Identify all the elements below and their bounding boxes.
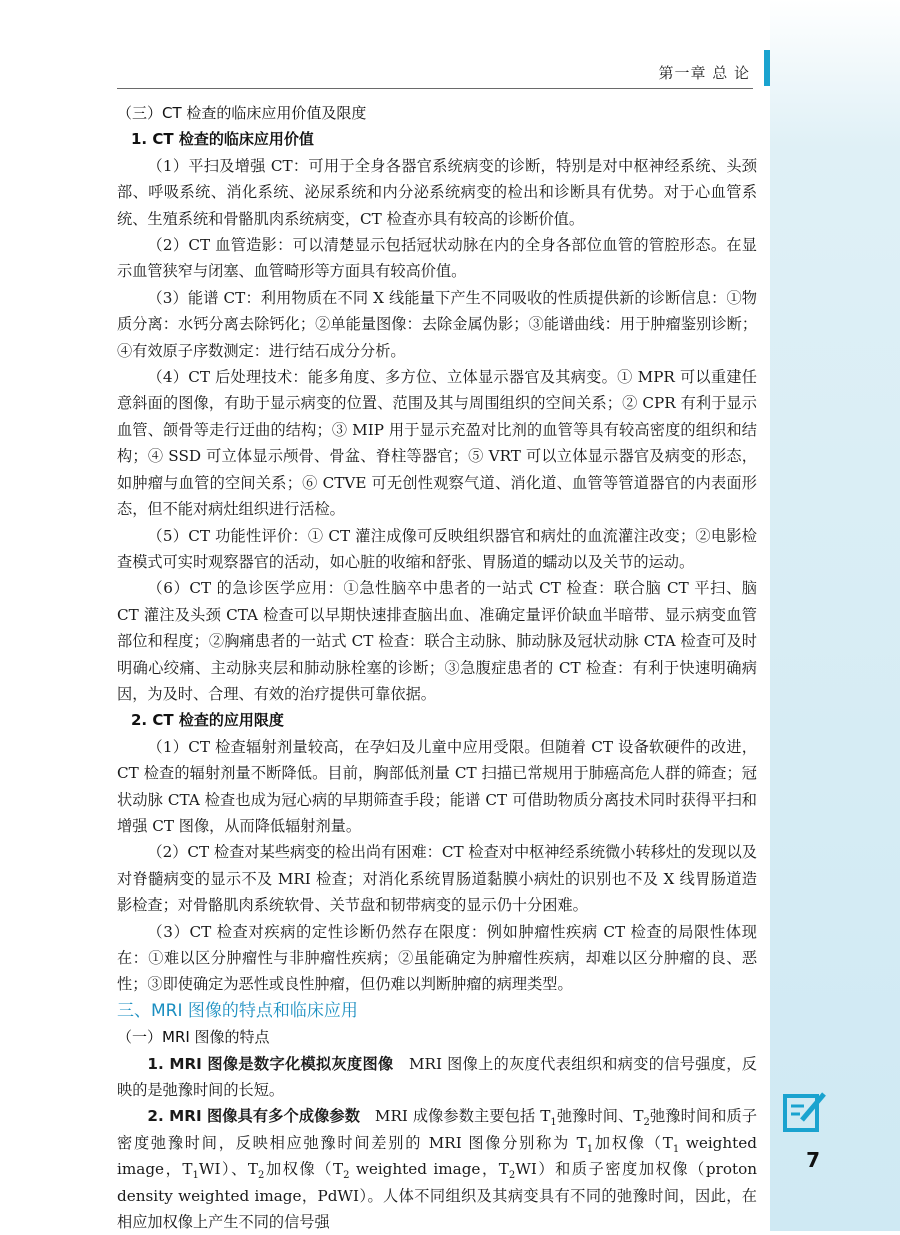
- text-run: WI）、T: [198, 1160, 259, 1179]
- subscript: 1: [550, 1117, 557, 1129]
- subscript: 2: [258, 1170, 265, 1182]
- section-heading: （一）MRI 图像的特点: [117, 1028, 270, 1047]
- subscript: 1: [672, 1143, 680, 1155]
- subscript: 2: [343, 1170, 350, 1182]
- paragraph: （5）CT 功能性评价：① CT 灌注成像可反映组织器官和病灶的血流灌注改变；②电影检查模式可实时观察器官的活动，如心脏的收缩和舒张、胃肠道的蠕动以及关节的运动。: [117, 526, 757, 571]
- header-rule: [117, 88, 753, 89]
- subsection-heading: 1. CT 检查的临床应用价值: [131, 130, 314, 149]
- header-accent-bar: [764, 50, 770, 86]
- paragraph: [117, 1051, 757, 1104]
- paragraph-text: MRI 图像上的灰度代表组织和病变的信号强度，反映的是弛豫时间的长短。: [117, 1054, 757, 1100]
- subsection-heading: 2. CT 检查的应用限度: [131, 711, 284, 730]
- text-run: MRI 成像参数主要包括 T: [374, 1107, 551, 1126]
- paragraph-lead: 1. MRI 图像是数字化模拟灰度图像: [147, 1054, 394, 1073]
- paragraph: （6）CT 的急诊医学应用：①急性脑卒中患者的一站式 CT 检查：联合脑 CT 平扫、脑 CT 灌注及头颈 CTA 检查可以早期快速排查脑出血、准确定量评价缺血半暗带、显示病变血管部位和程度；②胸痛患者的一站式 CT 检查：联合主动脉、肺动脉及冠状动脉 CTA 检查可及时明确心绞痛、主动脉夹层和肺动脉栓塞的诊断；③急腹症患者的 CT 检查：有利于快速明确病因，为及时、合理、有效的治疗提供可靠依据。: [117, 579, 757, 703]
- text-run: weighted image，T: [349, 1160, 509, 1179]
- edit-note-icon: [782, 1088, 828, 1134]
- page-body: [117, 100, 757, 1235]
- paragraph: （1）CT 检查辐射剂量较高，在孕妇及儿童中应用受限。但随着 CT 设备软硬件的改进，CT 检查的辐射剂量不断降低。目前，胸部低剂量 CT 扫描已常规用于肺癌高危人群的筛查；冠状动脉 CTA 检查也成为冠心病的早期筛查手段；能谱 CT 可借助物质分离技术同时获得平扫和增强 CT 图像，从而降低辐射剂量。: [117, 737, 757, 835]
- paragraph: （3）能谱 CT：利用物质在不同 X 线能量下产生不同吸收的性质提供新的诊断信息：①物质分离：水钙分离去除钙化；②单能量图像：去除金属伪影；③能谱曲线：用于肿瘤鉴别诊断；④有效原子序数测定：进行结石成分分析。: [117, 288, 757, 360]
- text-run: 弛豫时间、T: [556, 1107, 644, 1126]
- section-heading: （三）CT 检查的临床应用价值及限度: [117, 104, 367, 122]
- text-run: 弛豫时间和质子密度弛豫时间，反映相应弛豫时间差别的 MRI 图像分别称为 T: [117, 1107, 758, 1152]
- subscript: 2: [508, 1170, 516, 1182]
- paragraph: [117, 1103, 757, 1235]
- paragraph: （2）CT 检查对某些病变的检出尚有困难：CT 检查对中枢神经系统微小转移灶的发现以及对脊髓病变的显示不及 MRI 检查；对消化系统胃肠道黏膜小病灶的识别也不及 X 线胃肠道造影检查；对骨骼肌肉系统软骨、关节盘和韧带病变的显示仍十分困难。: [117, 843, 757, 915]
- paragraph: （2）CT 血管造影：可以清楚显示包括冠状动脉在内的全身各部位血管的管腔形态。在显示血管狭窄与闭塞、血管畸形等方面具有较高价值。: [117, 236, 757, 281]
- text-run: 加权像（T: [593, 1133, 673, 1152]
- side-color-strip: [770, 0, 900, 1231]
- text-run: weighted image，T: [117, 1133, 757, 1179]
- text-run: 加权像（T: [264, 1160, 344, 1179]
- paragraph: （1）平扫及增强 CT：可用于全身各器官系统病变的诊断，特别是对中枢神经系统、头颈部、呼吸系统、消化系统、泌尿系统和内分泌系统病变的检出和诊断具有优势。对于心血管系统、生殖系统和骨骼肌肉系统病变，CT 检查亦具有较高的诊断价值。: [117, 156, 757, 228]
- page-number: 7: [806, 1148, 820, 1172]
- paragraph: （3）CT 检查对疾病的定性诊断仍然存在限度：例如肿瘤性疾病 CT 检查的局限性体现在：①难以区分肿瘤性与非肿瘤性疾病；②虽能确定为肿瘤性疾病，却难以区分肿瘤的良、恶性；③即使确定为恶性或良性肿瘤，但仍难以判断肿瘤的病理类型。: [117, 922, 757, 994]
- subscript: 1: [586, 1143, 594, 1155]
- paragraph-lead: 2. MRI 图像具有多个成像参数: [147, 1107, 361, 1126]
- chapter-section-heading: 三、MRI 图像的特点和临床应用: [117, 1000, 358, 1021]
- text-run: WI）和质子密度加权像（proton density weighted image，PdWI）。人体不同组织及其病变具有不同的弛豫时间，因此，在相应加权像上产生不同的信号强: [117, 1160, 757, 1232]
- running-header: 第一章 总 论: [658, 64, 750, 82]
- subscript: 2: [643, 1117, 650, 1129]
- paragraph: （4）CT 后处理技术：能多角度、多方位、立体显示器官及其病变。① MPR 可以重建任意斜面的图像，有助于显示病变的位置、范围及其与周围组织的空间关系；② CPR 有利于显示血管、颌骨等走行迂曲的结构；③ MIP 用于显示充盈对比剂的血管等具有较高密度的组织和结构；④ SSD 可立体显示颅骨、骨盆、脊柱等器官；⑤ VRT 可以立体显示器官及病变的形态，如肿瘤与血管的空间关系；⑥ CTVE 可无创性观察气道、消化道、血管等管道器官的内表面形态，但不能对病灶组织进行活检。: [117, 368, 757, 519]
- subscript: 1: [192, 1170, 199, 1182]
